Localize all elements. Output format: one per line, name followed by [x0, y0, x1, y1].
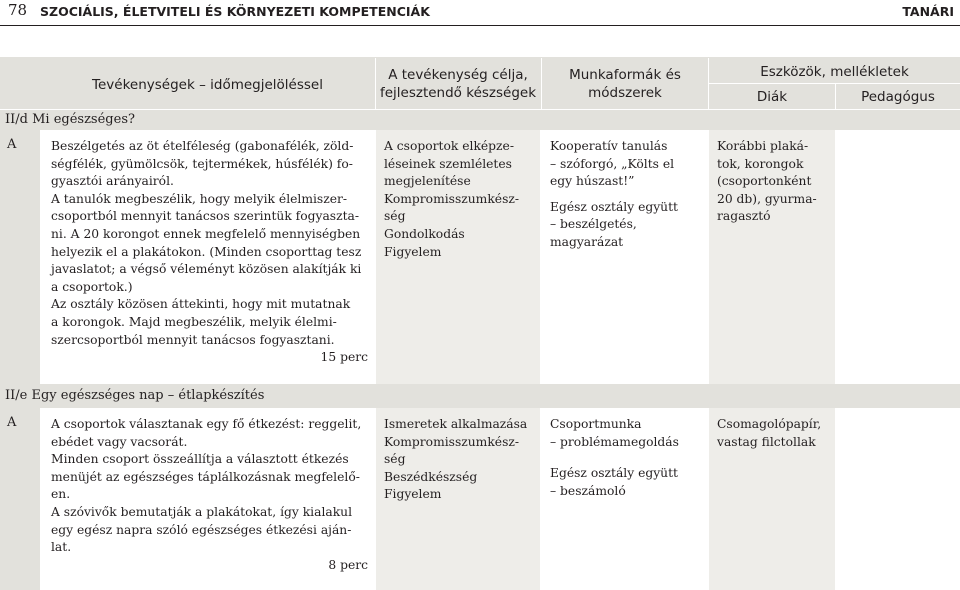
- header-activity: Tevékenységek – időmegjelöléssel: [92, 77, 323, 93]
- row-d-tools-student: Korábbi plaká- tok, korongok (csoportonként 20 db), gyurma- ragasztó: [717, 139, 817, 224]
- row-d-time: 15 perc: [320, 350, 368, 365]
- row-d-methods: Kooperatív tanulás – szóforgó, „Költs el egy húszast!” Egész osztály együtt – beszélgetés, magyarázat: [550, 139, 678, 249]
- header-methods: Munkaformák és módszerek: [569, 67, 681, 101]
- row-e-activity: A csoportok választanak egy fő étkezést: reggelit, ebédet vagy vacsorát. Minden csoport összeállítja a választott étkezés menüjét az egészséges táplálkozásnak megfelelő- en. A szóvivők bemutatják a plakátokat, így kialakul egy egész napra szóló egészséges étkezési aján- lat. 8 perc: [51, 416, 368, 574]
- header-tools: Eszközök, mellékletek: [760, 64, 909, 80]
- running-head-title: SZOCIÁLIS, ÉLETVITELI ÉS KÖRNYEZETI KOMPETENCIÁK: [40, 4, 430, 19]
- header-rule: [0, 25, 960, 26]
- page-number: 78: [8, 1, 28, 19]
- row-d-goal: A csoportok elképze- léseinek szemléletes megjelenítése Kompromisszumkész- ség Gondolkodás Figyelem: [384, 139, 520, 259]
- row-e-methods: Csoportmunka – problémamegoldás Egész osztály együtt – beszámoló: [550, 417, 679, 498]
- header-divider: [541, 58, 542, 109]
- section-d-title: II/d Mi egészséges?: [5, 112, 135, 127]
- teacher-edition-tag: TANÁRI: [902, 4, 954, 19]
- row-e-letter: A: [7, 415, 17, 430]
- section-e-title: II/e Egy egészséges nap – étlapkészítés: [5, 388, 265, 403]
- row-e-time: 8 perc: [328, 557, 368, 572]
- row-e-letter-cell: [0, 408, 40, 590]
- row-d-activity: Beszélgetés az öt ételféleség (gabonafélék, zöld- ségfélék, gyümölcsök, tejtermékek, húsfélék) fo- gyasztói arányairól. A tanulók megbeszélik, hogy melyik élelmiszer- csoportból mennyit tanácsos szerintük fogyaszta- ni. A 20 korongot ennek megfelelő mennyiségben helyezik el a plakátokon. (Minden csoporttag tesz javaslatot; a végső véleményt közösen alakítják ki a csoportok.) Az osztály közösen áttekinti, hogy mit mutatnak a korongok. Majd megbeszélik, melyik élelmi- szercsoportból mennyit tanácsos fogyasztani. 15 perc: [51, 138, 368, 367]
- header-tools-teacher: Pedagógus: [861, 89, 935, 105]
- header-divider: [375, 58, 376, 109]
- row-e-goal: Ismeretek alkalmazása Kompromisszumkész- ség Beszédkészség Figyelem: [384, 417, 528, 502]
- row-d-letter-cell: [0, 130, 40, 384]
- row-e-tools-student: Csomagolópapír, vastag filctollak: [717, 417, 822, 449]
- row-d-letter: A: [7, 137, 17, 152]
- running-header: [0, 0, 960, 26]
- section-d-title-row: [0, 110, 960, 130]
- header-goal: A tevékenység célja, fejlesztendő készségek: [379, 67, 537, 101]
- header-tools-student: Diák: [756, 89, 788, 105]
